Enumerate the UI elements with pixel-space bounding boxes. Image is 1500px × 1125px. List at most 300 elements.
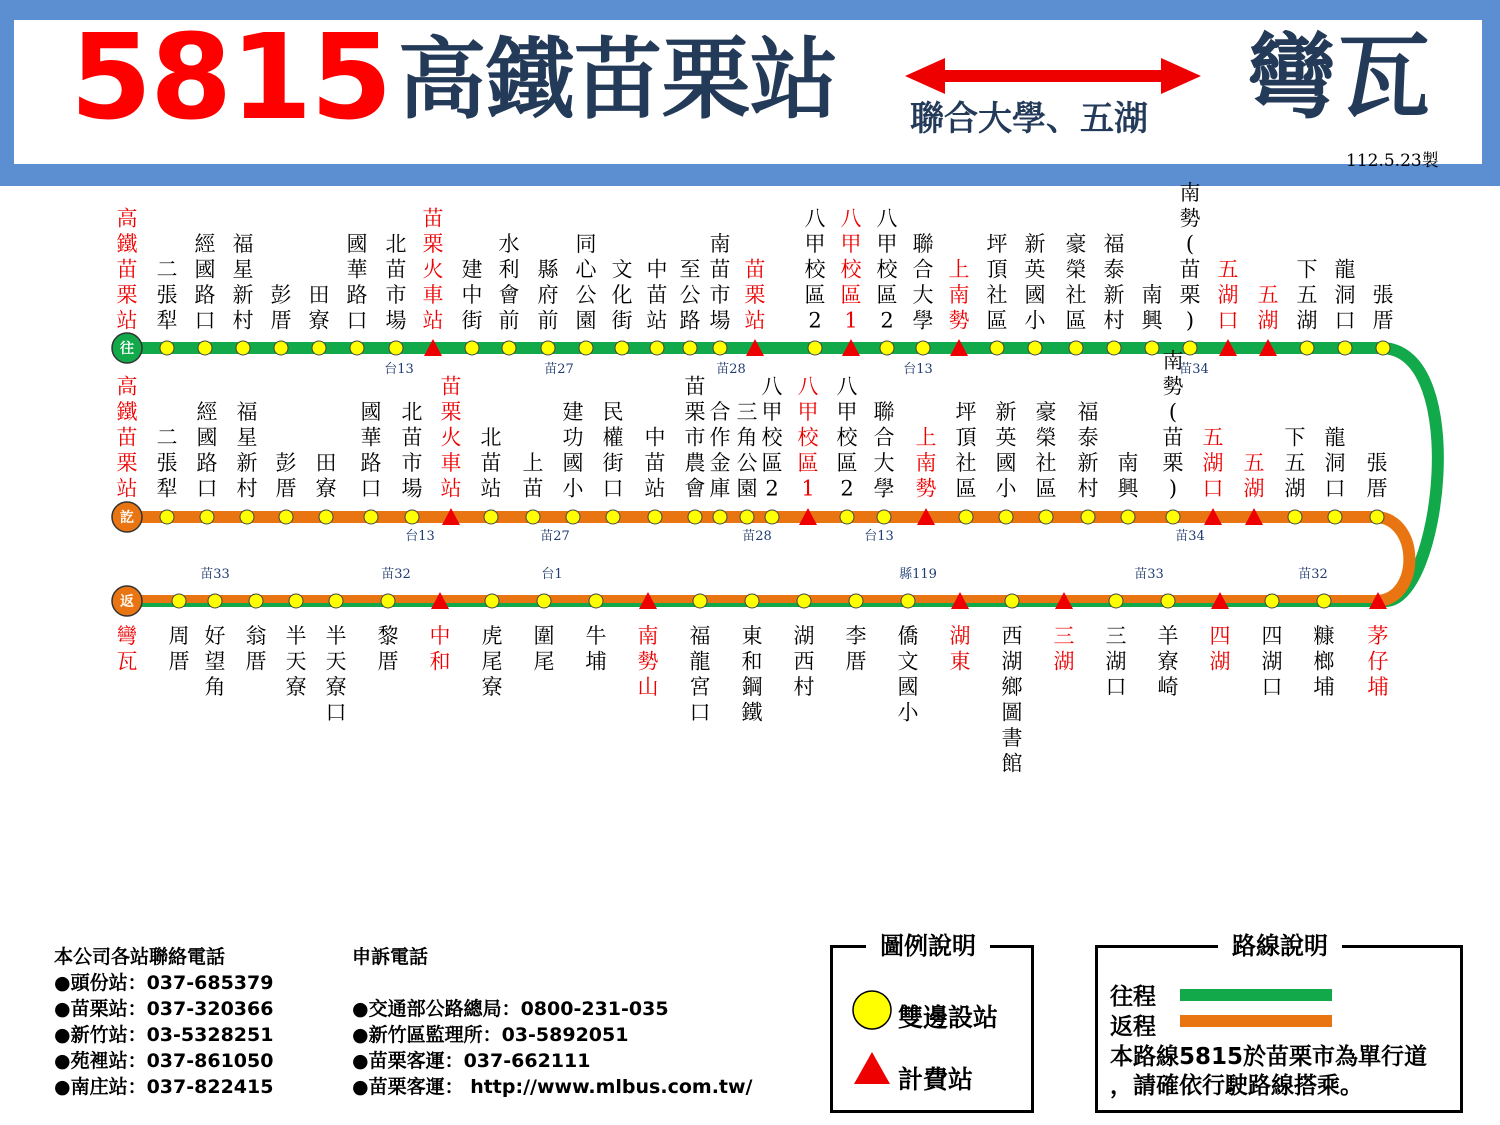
row3-stop-label-char: 湖 [1261,649,1283,674]
row2-stop-label-char: 高 [116,374,138,399]
row1-stop-label-char: 興 [1141,308,1163,333]
row2-stop-label-char: 厝 [275,476,297,501]
row3-stop-label-char: 尾 [533,649,555,674]
row1-stop-label-char: 區 [876,283,898,307]
row1-stop-label-char: 彭 [270,283,292,307]
row3-stop-label-char: 仔 [1367,649,1389,674]
via-text: 聯合大學、五湖 [910,99,1148,139]
row3-stop-label-char: 鄉 [1001,675,1023,699]
row2-stop-label-char: 區 [836,451,858,475]
row3-stop-label-char: 好 [204,624,226,648]
row2-stop-label-char: 2 [765,476,779,501]
row2-stop-circle [840,510,854,524]
row2-stop-label-char: 1 [801,476,815,501]
row1-stop-label-char: ( [1185,232,1195,256]
contact-station-0: ●頭份站：037-685379 [54,972,274,994]
row1-stop-circle [1376,341,1390,355]
row2-stop-circle [877,510,891,524]
row2-stop-label-char: 新 [995,400,1017,424]
row2-stop-label-char: 北 [401,400,423,424]
row2-stop-label-char: ) [1168,476,1178,501]
row2-road-label: 台13 [405,529,435,544]
row3-stop-label-char: 西 [1001,624,1023,648]
row3-stop-label-char: 湖 [1001,649,1023,674]
row3-stop-label-char: 榔 [1313,649,1335,674]
row2-stop-label-char: 洞 [1324,451,1346,475]
row3-stop-label-char: 勢 [637,649,659,674]
row2-stop-circle [319,510,333,524]
row1-stop-label-char: 北 [385,232,407,256]
row2-stop-label-char: 甲 [836,400,858,424]
row2-stop-circle [566,510,580,524]
row2-stop-label-char: 作 [709,425,731,450]
row3-stop-label-char: 天 [325,649,347,674]
row1-stop-label-char: 栗 [1179,283,1201,307]
row3-stop-label-char: 三 [1053,624,1075,648]
row2-stop-label-char: 車 [440,451,462,475]
row3-stop-label-char: 彎 [116,624,138,648]
row2-stop-label-char: 八 [797,374,819,399]
row1-stop-label-char: 犁 [156,308,178,333]
row1-stop-circle [1069,341,1083,355]
row1-stop-label-char: 豪 [1065,232,1087,256]
row2-stop-label-char: 寮 [315,476,337,501]
outbound-marker-label: 往 [120,341,134,357]
row2-stop-label-char: 金 [709,451,731,475]
row2-stop-label-char: 國 [196,425,218,450]
row3-stop-label-char: 龍 [689,649,711,674]
route-info-note-1: 本路線5815於苗栗市為單行道 [1110,1044,1428,1070]
route-info-outbound: 往程 [1110,984,1156,1010]
row1-stop-label-char: 口 [1334,308,1356,333]
row2-stop-label-char: 張 [156,451,178,475]
row1-stop-label-char: 火 [422,257,444,282]
row1-stop-circle [808,341,822,355]
row3-stop-label-char: 厝 [377,649,399,674]
row2-stop-label-char: 站 [440,476,462,501]
row2-stop-circle [740,510,754,524]
row2-stop-label-char: 市 [401,451,423,475]
row2-stop-label-char: 張 [1366,451,1388,475]
row2-stop-circle [1039,510,1053,524]
row2-stop-label-char: 五 [1243,451,1265,475]
row1-stop-label-char: 合 [912,257,934,282]
row1-stop-label-char: 1 [844,308,858,333]
row3-road-label: 苗32 [1298,567,1328,582]
row2-stop-label-char: 村 [236,476,258,501]
row2-stop-label-char: 湖 [1202,451,1224,475]
row3-stop-label-char: 和 [741,649,763,674]
row2-stop-label-char: 路 [360,451,382,475]
row3-road-label: 台1 [541,567,563,582]
row1-stop-label-char: 南 [1141,283,1163,307]
row1-stop-label-char: 洞 [1334,283,1356,307]
complaint-line-0: ●交通部公路總局：0800-231-035 [352,998,669,1020]
row3-stop-label-char: 寮 [481,675,503,699]
row1-stop-label-char: 勢 [948,308,970,333]
row2-stop-label-char: 校 [761,425,783,450]
row1-stop-label-char: 南 [1179,181,1201,205]
row3-stop-circle [589,594,603,608]
row1-stop-label-char: 苗 [646,283,668,307]
row2-stop-label-char: 區 [1035,476,1057,501]
row3-stop-label-char: 埔 [585,649,607,674]
contact-station-1: ●苗栗站：037-320366 [54,998,274,1020]
row2-stop-label-char: 苗 [644,451,666,475]
row1-stop-label-char: 社 [1065,283,1087,307]
row1-stop-label-char: 國 [194,257,216,282]
row2-stop-circle [1081,510,1095,524]
row1-stop-label-char: 栗 [116,283,138,307]
row1-stop-label-char: 鐵 [116,232,138,256]
row1-stop-label-char: 站 [646,308,668,333]
row2-stop-label-char: 經 [196,400,218,424]
row2-stop-circle [200,510,214,524]
row1-stop-label-char: 水 [498,232,520,256]
row1-stop-label-char: 八 [840,206,862,231]
row3-stop-label-char: 黎 [377,624,399,648]
row1-stop-label-char: 前 [537,308,559,333]
row2-stop-label-char: 區 [797,451,819,475]
row3-stop-label-char: 口 [325,700,347,725]
row1-stop-label-char: 場 [709,308,731,333]
row1-stop-circle [502,341,516,355]
row1-stop-circle [713,341,727,355]
row2-stop-label-char: 市 [684,425,706,450]
route-info-return-swatch [1180,1015,1332,1027]
row1-stop-label-char: 縣 [537,257,559,282]
row2-stop-label-char: 合 [709,400,731,424]
row1-stop-circle [465,341,479,355]
row3-stop-label-char: 館 [1001,751,1023,776]
row1-stop-label-char: 苗 [709,257,731,282]
row3-stop-label-char: 湖 [1105,649,1127,674]
row1-stop-label-char: 前 [498,308,520,333]
row1-stop-circle [1338,341,1352,355]
row2-stop-label-char: 苗 [522,476,544,501]
row1-stop-label-char: 厝 [270,308,292,333]
row2-stop-label-char: 二 [156,425,178,450]
row1-stop-label-char: 田 [308,283,330,307]
row1-stop-label-char: 五 [1296,283,1318,307]
row2-stop-circle [1121,510,1135,524]
row3-stop-label-char: 厝 [245,649,267,674]
row3-stop-label-char: 村 [793,675,815,699]
row2-stop-label-char: 園 [736,476,758,501]
row3-road-label: 苗32 [381,567,411,582]
row2-stop-label-char: 功 [562,425,584,450]
row1-stop-label-char: 化 [611,283,633,307]
row1-stop-label-char: 南 [948,283,970,307]
row1-stop-circle [1183,341,1197,355]
row1-stop-circle [1300,341,1314,355]
row2-stop-label-char: 校 [836,425,858,450]
row1-stop-circle [1028,341,1042,355]
row1-stop-label-char: 八 [876,206,898,231]
row3-stop-label-char: 埔 [1367,675,1389,699]
row1-stop-circle [274,341,288,355]
row1-stop-label-char: 甲 [804,232,826,256]
row1-stop-label-char: 府 [537,283,559,307]
legend-title: 圖例說明 [866,934,990,958]
row1-stop-circle [683,341,697,355]
row2-stop-circle [713,510,727,524]
row3-stop-label-char: 山 [637,675,659,699]
row3-stop-label-char: 周 [168,624,190,648]
row3-stop-circle [901,594,915,608]
row1-stop-label-char: 口 [194,308,216,333]
row2-stop-circle [765,510,779,524]
row2-stop-circle [1166,510,1180,524]
row2-stop-circle [959,510,973,524]
route-number: 5815 [70,8,391,146]
row1-stop-circle [1107,341,1121,355]
row1-stop-label-char: 苗 [422,206,444,231]
row1-stop-circle [880,341,894,355]
row1-road-label: 苗28 [716,362,746,377]
row3-stop-label-char: 口 [689,700,711,725]
row2-stop-label-char: 國 [562,451,584,475]
row1-stop-circle [579,341,593,355]
row1-road-label: 苗34 [1179,362,1209,377]
row2-stop-label-char: 栗 [440,400,462,424]
row2-road-label: 苗34 [1175,529,1205,544]
row3-stop-label-char: 福 [689,624,711,648]
row2-stop-label-char: 聯 [873,400,895,424]
row3-stop-label-char: 湖 [793,624,815,648]
row1-stop-label-char: 路 [679,308,701,333]
row2-stop-label-char: 場 [401,476,423,501]
return-marker-label: 返 [120,594,134,610]
row1-stop-label-char: 國 [1024,283,1046,307]
row1-stop-label-char: 口 [1217,308,1239,333]
row3-stop-label-char: 文 [897,649,919,674]
row1-stop-label-char: 張 [1372,283,1394,307]
route-info-outbound-swatch [1180,989,1332,1001]
legend-symbols [850,990,898,1090]
row2-stop-label-char: 八 [836,374,858,399]
row3-stop-circle [1317,594,1331,608]
row3-stop-label-char: 圖 [1001,700,1023,725]
date-stamp: 112.5.23製 [1346,151,1439,171]
row1-stop-label-char: 區 [986,308,1008,333]
row1-stop-label-char: 區 [804,283,826,307]
row2-stop-label-char: 湖 [1284,476,1306,501]
row2-stop-label-char: 華 [360,425,382,450]
row1-stop-label-char: 利 [498,257,520,282]
row2-stop-label-char: 興 [1117,476,1139,501]
row1-stop-circle [236,341,250,355]
legend-toll-triangle-icon [854,1052,890,1084]
row1-road-label: 苗27 [544,362,574,377]
row3-stop-circle [849,594,863,608]
row2-stop-circle [484,510,498,524]
row2-stop-label-char: 區 [761,451,783,475]
row3-stop-label-char: 半 [325,624,347,648]
row2-stop-label-char: 苗 [116,425,138,450]
row2-stop-label-char: 栗 [1162,451,1184,475]
row3-stop-circle [329,594,343,608]
row2-stop-label-char: 勢 [1162,374,1184,399]
complaint-contacts [352,944,753,1100]
row2-stop-label-char: 街 [602,451,624,475]
row2-stop-label-char: 栗 [684,400,706,424]
row2-stop-label-char: 新 [1077,451,1099,475]
row1-stop-circle [312,341,326,355]
row1-stop-label-char: 湖 [1217,283,1239,307]
row1-stop-label-char: 寮 [308,308,330,333]
row3-stop-label-char: 西 [793,649,815,674]
row1-stop-label-char: 厝 [1372,308,1394,333]
row3-stop-label-char: 國 [897,675,919,699]
row2-stop-label-char: 公 [736,451,758,475]
row1-stop-label-char: 車 [422,283,444,307]
row3-stop-label-char: 中 [429,624,451,648]
row2-stop-label-char: 下 [1284,425,1306,450]
row1-stop-label-char: 二 [156,257,178,282]
row3-stop-label-char: 四 [1261,624,1283,648]
row1-stop-circle [350,341,364,355]
row2-stop-label-char: 學 [873,476,895,501]
row1-stop-label-char: 社 [986,283,1008,307]
row3-stop-label-char: 崎 [1157,675,1179,699]
row2-stop-label-char: 三 [736,400,758,424]
row1-stop-label-char: 市 [385,283,407,307]
row2-stop-label-char: 校 [797,425,819,450]
row3-stop-circle [797,594,811,608]
row2-stop-label-char: 口 [1324,476,1346,501]
row1-stop-label-char: 高 [116,206,138,231]
row3-stop-circle [693,594,707,608]
row2-stop-label-char: 村 [1077,476,1099,501]
row1-stop-label-char: 甲 [876,232,898,256]
route-info-note-2: ，請確依行駛路線搭乘。 [1110,1073,1363,1099]
row1-stop-label-char: 園 [575,308,597,333]
row2-stop-label-char: 角 [736,425,758,450]
row1-stop-label-char: 下 [1296,257,1318,282]
row1-stop-label-char: 榮 [1065,257,1087,282]
row2-stop-label-char: 權 [602,425,624,450]
row2-stop-label-char: 建 [562,400,584,424]
row3-road-label: 苗33 [200,567,230,582]
row3-stop-circle [1109,594,1123,608]
complaint-line-2: ●苗栗客運：037-662111 [352,1050,591,1072]
row3-stop-label-char: 羊 [1157,624,1179,648]
row2-stop-label-char: 甲 [797,400,819,424]
row1-stop-label-char: 湖 [1296,308,1318,333]
row2-stop-label-char: 湖 [1243,476,1265,501]
outbound-return-marker-label: 訖 [120,510,134,526]
row2-stop-label-char: 頂 [955,425,977,450]
row2-stop-label-char: 火 [440,425,462,450]
row3-stop-label-char: 東 [741,624,763,648]
row2-stop-label-char: 口 [196,476,218,501]
row3-stop-circle [249,594,263,608]
row3-stop-label-char: 湖 [949,624,971,648]
row2-road-label: 台13 [864,529,894,544]
row2-stop-label-char: 彭 [275,451,297,475]
row3-stop-circle [208,594,222,608]
route-info-return: 返程 [1110,1014,1156,1040]
row3-stop-label-char: 圍 [533,624,555,648]
row1-stop-label-char: 街 [611,308,633,333]
row2-stop-label-char: 站 [116,476,138,501]
row2-stop-label-char: 口 [1202,476,1224,501]
row1-stop-circle [541,341,555,355]
row1-stop-label-char: 站 [744,308,766,333]
row2-stop-label-char: 口 [602,476,624,501]
row2-stop-label-char: 福 [236,400,258,424]
row1-stop-label-char: 張 [156,283,178,307]
route-info-title: 路線說明 [1218,934,1342,958]
row1-stop-label-char: 至 [679,257,701,282]
row1-stop-label-char: 小 [1024,308,1046,333]
row3-stop-label-char: 口 [1261,675,1283,699]
row1-stop-label-char: 八 [804,206,826,231]
row1-stop-label-char: 公 [679,283,701,307]
row1-stop-label-char: 福 [232,232,254,256]
row1-stop-label-char: 大 [912,283,934,307]
row1-stop-label-char: 公 [575,283,597,307]
row2-stop-label-char: 犁 [156,476,178,501]
row2-stop-label-char: 栗 [116,451,138,475]
row2-stop-label-char: 泰 [1077,425,1099,450]
row1-stop-label-char: 經 [194,232,216,256]
row3-stop-label-char: 口 [1105,675,1127,699]
row3-stop-label-char: 埔 [1313,675,1335,699]
row1-stop-label-char: 上 [948,257,970,282]
row3-stop-label-char: 鋼 [741,675,763,699]
row3-stop-circle [1161,594,1175,608]
row1-stop-label-char: 會 [498,283,520,307]
row2-stop-label-char: 中 [644,425,666,450]
row3-stop-label-char: 三 [1105,624,1127,648]
row3-stop-circle [289,594,303,608]
row1-stop-label-char: 文 [611,257,633,282]
row2-road-label: 苗27 [540,529,570,544]
row3-stop-label-char: 李 [845,624,867,648]
row2-stop-label-char: 北 [480,425,502,450]
row3-stop-label-char: 鐵 [741,700,763,725]
row1-stop-label-char: 區 [840,283,862,307]
row1-stop-circle [198,341,212,355]
row2-stop-circle [1370,510,1384,524]
row3-stop-label-char: 僑 [897,624,919,648]
contact-station-4: ●南庄站：037-822415 [54,1076,274,1098]
row2-stop-label-char: 農 [684,451,706,475]
row2-stop-label-char: 甲 [761,400,783,424]
row1-stop-circle [389,341,403,355]
row2-stop-label-char: 國 [360,400,382,424]
row1-stop-label-char: 甲 [840,232,862,256]
row2-stop-label-char: 五 [1202,425,1224,450]
row3-stop-circle [172,594,186,608]
row3-stop-label-char: 厝 [845,649,867,674]
row3-stop-label-char: 四 [1209,624,1231,648]
row1-stop-label-char: 村 [232,308,254,333]
row1-stop-label-char: 站 [422,308,444,333]
row1-stop-label-char: 新 [1024,232,1046,256]
row1-stop-label-char: 國 [346,232,368,256]
row2-stop-label-char: 苗 [1162,425,1184,450]
row1-stop-label-char: 勢 [1179,206,1201,231]
legend-stop-circle-icon [853,991,891,1029]
row2-stop-label-char: 苗 [401,425,423,450]
legend-toll: 計費站 [898,1065,974,1094]
row2-stop-label-char: 社 [1035,451,1057,475]
row2-stop-circle [999,510,1013,524]
row1-stop-circle [916,341,930,355]
